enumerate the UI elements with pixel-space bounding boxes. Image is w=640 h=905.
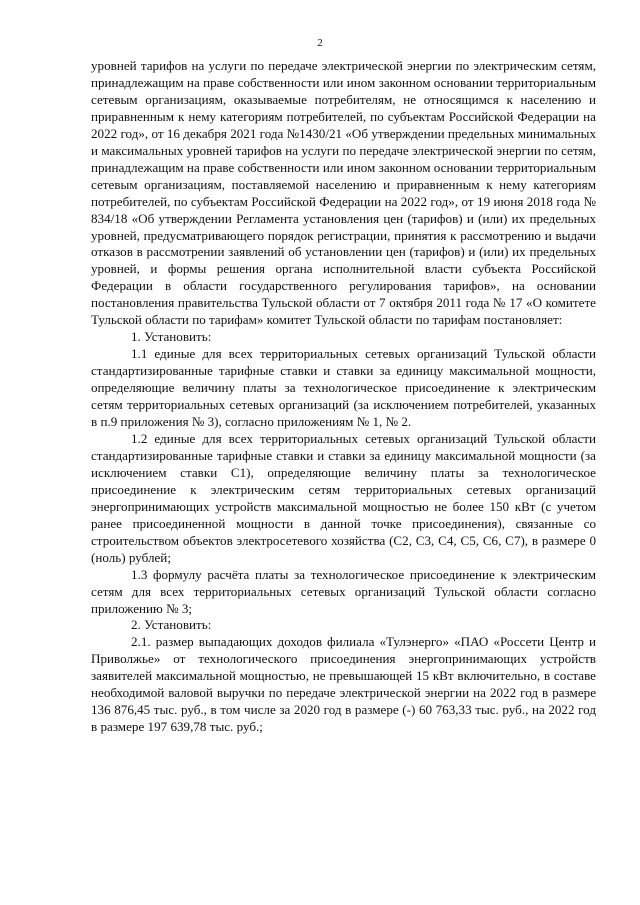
paragraph-item-2-heading: 2. Установить: (131, 617, 212, 633)
paragraph-item-1-1: 1.1 единые для всех территориальных сетевых организаций Тульской области стандартизированные тарифные ставки и ставки за единицу максимальной мощности, определяющие величину платы за технологическое присоединение к электрическим сетям территориальных сетевых организаций (за исключением потребителей, указанных в п.9 приложения № 3), согласно приложениям № 1, № 2. (91, 346, 596, 430)
paragraph-item-1-heading: 1. Установить: (131, 329, 212, 345)
document-body (91, 58, 596, 736)
paragraph-preamble: уровней тарифов на услуги по передаче электрической энергии по электрическим сетям, принадлежащим на праве собственности или ином законном основании территориальным сетевым организациям, оказываемые потребителям, не относящимся к населению и приравненным к нему категориям потребителей, по субъектам Российской Федерации на 2022 год», от 16 декабря 2021 года №1430/21 «Об утверждении предельных минимальных и максимальных уровней тарифов на услуги по передаче электрической энергии по сетям, принадлежащим на праве собственности или ином законном основании территориальным сетевым организациям, поставляемой населению и приравненным к нему категориям потребителей, по субъектам Российской Федерации на 2022 год», от 19 июня 2018 года № 834/18 «Об утверждении Регламента установления цен (тарифов) и (или) их предельных уровней, предусматривающего порядок регистрации, принятия к рассмотрению и выдачи отказов в рассмотрении заявлений об установлении цен (тарифов) и (или) их предельных уровней, и формы решения органа исполнительной власти субъекта Российской Федерации в области государственного регулирования тарифов», на основании постановления правительства Тульской области от 7 октября 2011 года № 17 «О комитете Тульской области по тарифам» комитет Тульской области по тарифам постановляет: (91, 58, 596, 328)
paragraph-item-1-2: 1.2 единые для всех территориальных сетевых организаций Тульской области стандартизированные тарифные ставки и ставки за единицу максимальной мощности (за исключением ставки С1), определяющие величину платы за технологическое присоединение к электрическим сетям территориальных сетевых организаций энергопринимающих устройств максимальной мощностью не более 150 кВт (с учетом ранее присоединенной мощности в данной точке присоединения), связанные со строительством объектов электросетевого хозяйства (С2, С3, С4, С5, С6, С7), в размере 0 (ноль) рублей; (91, 430, 596, 565)
paragraph-item-2-1: 2.1. размер выпадающих доходов филиала «Тулэнерго» «ПАО «Россети Центр и Приволжье» от технологического присоединения энергопринимающих устройств заявителей максимальной мощностью, не превышающей 15 кВт включительно, в составе необходимой валовой выручки по передаче электрической энергии на 2022 год в размере 136 876,45 тыс. руб., в том числе за 2020 год в размере (-) 60 763,33 тыс. руб., на 2022 год в размере 197 639,78 тыс. руб.; (91, 634, 596, 735)
paragraph-item-1-3: 1.3 формулу расчёта платы за технологическое присоединение к электрическим сетям для всех территориальных сетевых организаций Тульской области согласно приложению № 3; (91, 566, 596, 616)
page-number: 2 (317, 37, 323, 49)
